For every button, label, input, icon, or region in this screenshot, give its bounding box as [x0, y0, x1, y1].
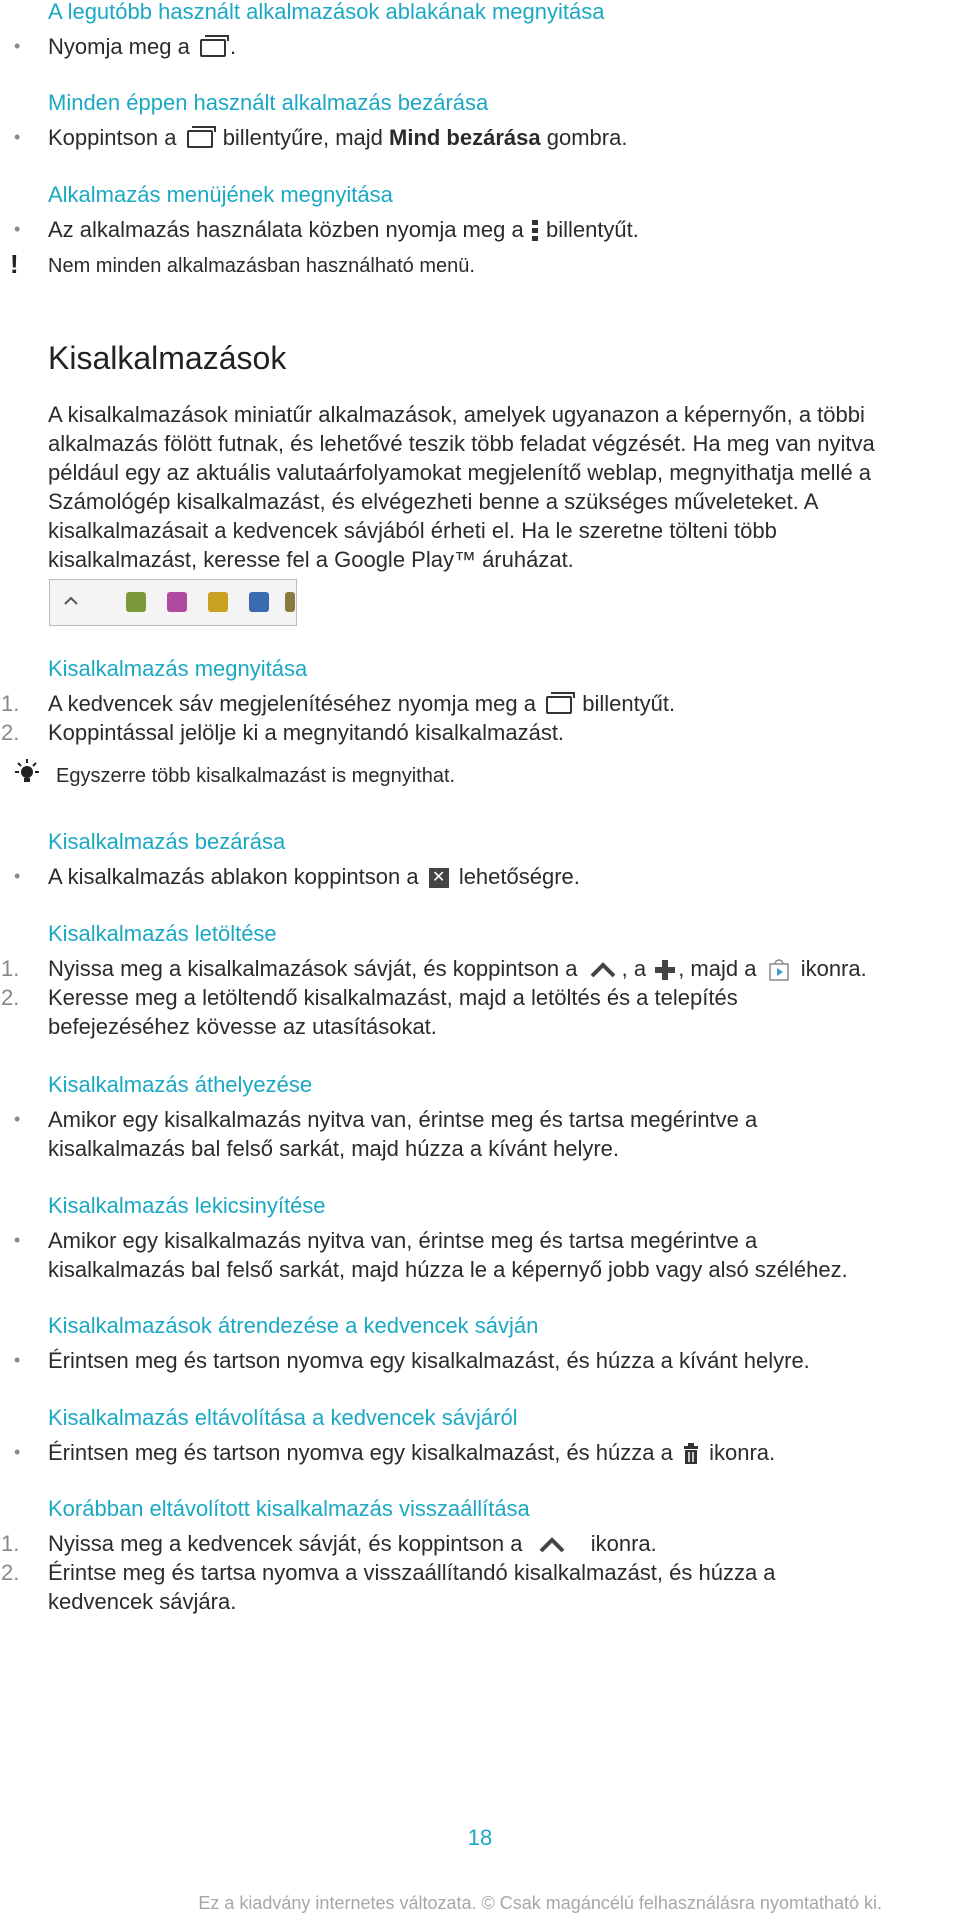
- paragraph-line: alkalmazás fölött futnak, és lehetővé teszik több feladat végzését. Ha meg van nyitva: [48, 431, 875, 456]
- tip-note: Egyszerre több kisalkalmazást is megnyithat.: [56, 765, 456, 787]
- paragraph-line: A kisalkalmazások miniatűr alkalmazások, amelyek ugyanazon a képernyőn, a többi: [48, 402, 865, 427]
- instruction-text: lehetőségre.: [458, 864, 580, 889]
- paragraph-line: kisalkalmazást, keresse fel a Google Play™ áruházat.: [48, 547, 574, 572]
- section-download-small-app: [1, 919, 952, 1041]
- section-heading: Kisalkalmazás megnyitása: [48, 656, 308, 681]
- section-heading: Korábban eltávolított kisalkalmazás visszaállítása: [48, 1496, 530, 1521]
- recent-apps-key-icon: [187, 130, 213, 148]
- section-remove-from-favorites: [14, 1403, 952, 1467]
- section-heading: Kisalkalmazás bezárása: [48, 829, 286, 854]
- instruction-text: kisalkalmazás bal felső sarkát, majd húzza a kívánt helyre.: [48, 1136, 620, 1161]
- bullet: •: [14, 1230, 21, 1250]
- instruction-text: kisalkalmazás bal felső sarkát, majd húzza le a képernyő jobb vagy alsó széléhez.: [48, 1257, 848, 1282]
- instruction-text: ikonra.: [800, 956, 867, 981]
- instruction-text: , majd a: [678, 956, 757, 981]
- store-bag-icon: [767, 958, 791, 982]
- step-number: 2.: [1, 720, 20, 745]
- instruction-text: Érintse meg és tartsa nyomva a visszaállítandó kisalkalmazást, és húzza a: [48, 1560, 776, 1585]
- section-open-recent-apps: [14, 0, 952, 61]
- small-app-icon: [208, 592, 228, 612]
- chevron-up-icon: [537, 1536, 567, 1554]
- paragraph-line: Számológép kisalkalmazást, és elvégezheti benne a szükséges műveleteket. A: [48, 489, 819, 514]
- instruction-text: .: [229, 34, 237, 59]
- section-open-app-menu: [10, 180, 952, 280]
- small-app-icon: [126, 592, 146, 612]
- bullet: •: [14, 1109, 21, 1129]
- bullet: •: [14, 127, 21, 147]
- page-title: Kisalkalmazások: [48, 340, 287, 376]
- instruction-text: Koppintással jelölje ki a megnyitandó kisalkalmazást.: [48, 720, 565, 745]
- instruction-text: Amikor egy kisalkalmazás nyitva van, érintse meg és tartsa megérintve a: [48, 1228, 758, 1253]
- instruction-text: Koppintson a: [48, 125, 177, 150]
- step-number: 1.: [1, 691, 20, 716]
- bullet: •: [14, 1442, 21, 1462]
- bullet: •: [14, 866, 21, 886]
- section-heading: Minden éppen használt alkalmazás bezárása: [48, 90, 489, 115]
- instruction-text: kedvencek sávjára.: [48, 1589, 237, 1614]
- step-number: 2.: [1, 1560, 20, 1585]
- step-number: 2.: [1, 985, 20, 1010]
- bullet: •: [14, 1350, 21, 1370]
- section-open-small-app: [1, 654, 952, 790]
- instruction-text: Érintsen meg és tartson nyomva egy kisalkalmazást, és húzza a kívánt helyre.: [48, 1348, 810, 1373]
- favorites-bar-image: [49, 579, 297, 626]
- instruction-text: ikonra.: [590, 1531, 657, 1556]
- chevron-up-icon: [588, 961, 618, 979]
- section-heading: A legutóbb használt alkalmazások ablakának megnyitása: [48, 0, 605, 24]
- paragraph-line: például egy az aktuális valutaárfolyamokat megjelenítő weblap, megnyithatja mellé a: [48, 460, 872, 485]
- instruction-text: Érintsen meg és tartson nyomva egy kisalkalmazást, és húzza a: [48, 1440, 673, 1465]
- recent-apps-key-icon: [546, 696, 572, 714]
- footer-note: Ez a kiadvány internetes változata. © Csak magáncélú felhasználásra nyomtatható ki.: [198, 1893, 882, 1913]
- instruction-text: gombra.: [546, 125, 628, 150]
- instruction-text: , a: [621, 956, 647, 981]
- instruction-text: Nyomja meg a: [48, 34, 190, 59]
- step-number: 1.: [1, 956, 20, 981]
- instruction-text: Nyissa meg a kedvencek sávját, és koppintson a: [48, 1531, 523, 1556]
- section-restore-small-app: [1, 1494, 952, 1616]
- section-heading: Kisalkalmazás áthelyezése: [48, 1072, 313, 1097]
- small-app-icon: [285, 592, 295, 612]
- lightbulb-icon: [12, 758, 42, 788]
- section-heading: Kisalkalmazás lekicsinyítése: [48, 1193, 326, 1218]
- section-minimize-small-app: [14, 1191, 952, 1284]
- section-close-small-app: [14, 827, 952, 891]
- close-all-label: Mind bezárása: [389, 125, 541, 150]
- plus-icon: [654, 959, 676, 981]
- close-icon: ✕: [429, 868, 449, 888]
- page-number: 18: [467, 1825, 493, 1850]
- small-app-icon: [167, 592, 187, 612]
- instruction-text: Az alkalmazás használata közben nyomja meg a: [48, 217, 524, 242]
- recent-apps-key-icon: [200, 39, 226, 57]
- step-number: 1.: [1, 1531, 20, 1556]
- instruction-text: billentyűt.: [545, 217, 639, 242]
- section-heading: Kisalkalmazás letöltése: [48, 921, 277, 946]
- instruction-text: A kisalkalmazás ablakon koppintson a: [48, 864, 419, 889]
- section-move-small-app: [14, 1070, 952, 1163]
- trash-icon: [682, 1443, 700, 1465]
- section-rearrange-favorites: [14, 1311, 952, 1375]
- paragraph-line: kisalkalmazásait a kedvencek sávjából érheti el. Ha le szeretne tölteni több: [48, 518, 777, 543]
- instruction-text: ikonra.: [709, 1440, 776, 1465]
- instruction-text: A kedvencek sáv megjelenítéséhez nyomja meg a: [48, 691, 536, 716]
- instruction-text: Amikor egy kisalkalmazás nyitva van, érintse meg és tartsa megérintve a: [48, 1107, 758, 1132]
- warning-note: Nem minden alkalmazásban használható menü.: [48, 255, 475, 277]
- section-close-all-apps: [14, 88, 952, 152]
- small-app-icon: [249, 592, 269, 612]
- small-apps-intro: [48, 338, 952, 574]
- instruction-text: Keresse meg a letöltendő kisalkalmazást, majd a letöltés és a telepítés: [48, 985, 738, 1010]
- instruction-text: billentyűt.: [582, 691, 676, 716]
- warning-icon: !: [10, 249, 19, 279]
- instruction-text: befejezéséhez kövesse az utasításokat.: [48, 1014, 437, 1039]
- bullet: •: [14, 36, 21, 56]
- menu-key-icon: [532, 220, 538, 242]
- section-heading: Alkalmazás menüjének megnyitása: [48, 182, 393, 207]
- chevron-up-icon: [63, 594, 79, 608]
- section-heading: Kisalkalmazások átrendezése a kedvencek sávján: [48, 1313, 539, 1338]
- section-heading: Kisalkalmazás eltávolítása a kedvencek sávjáról: [48, 1405, 518, 1430]
- bullet: •: [14, 219, 21, 239]
- instruction-text: Nyissa meg a kisalkalmazások sávját, és koppintson a: [48, 956, 578, 981]
- instruction-text: billentyűre, majd: [222, 125, 383, 150]
